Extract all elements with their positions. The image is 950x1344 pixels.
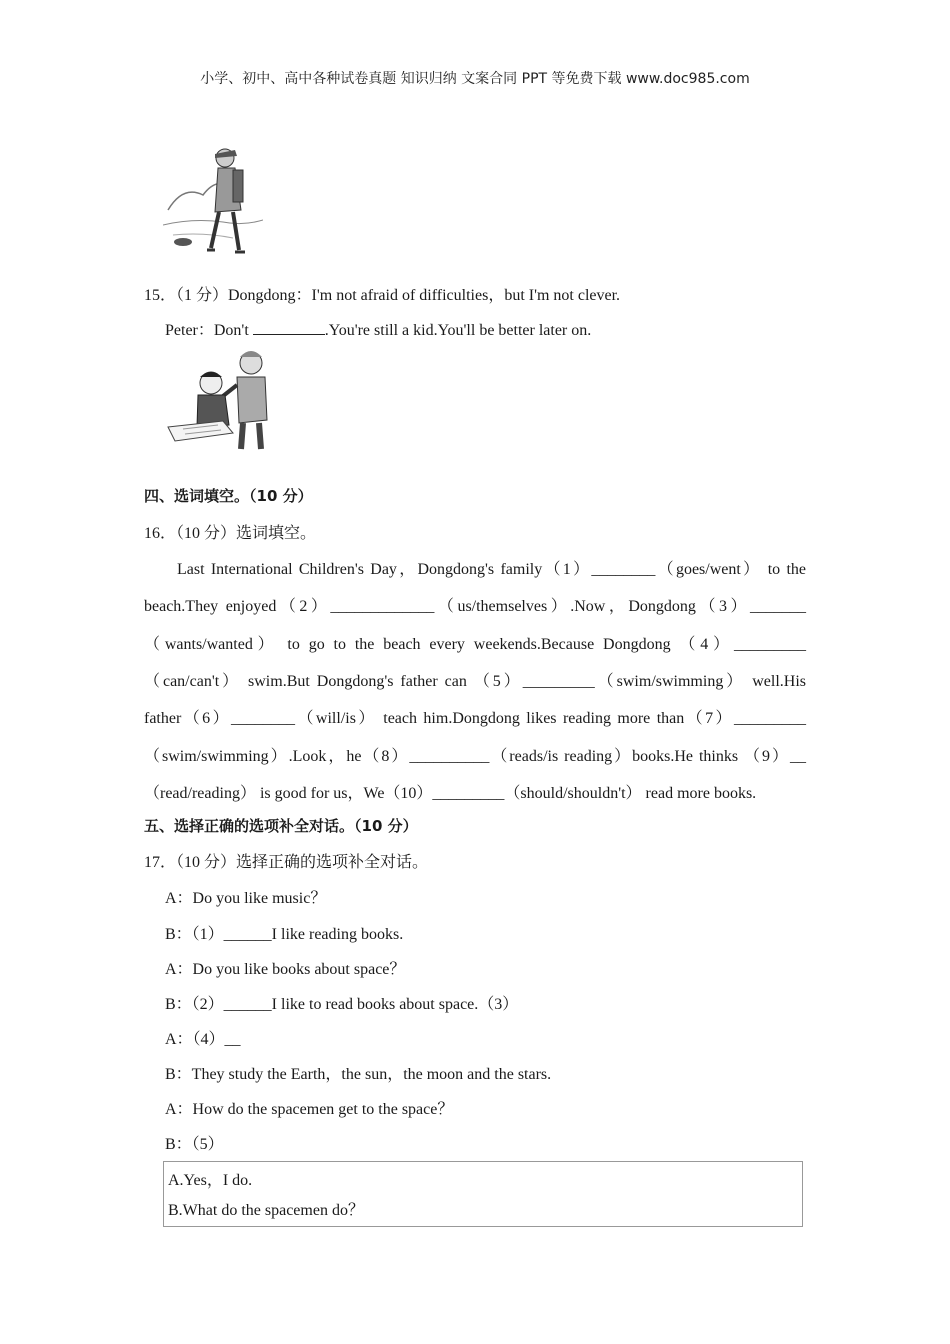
page-header: 小学、初中、高中各种试卷真题 知识归纳 文案合同 PPT 等免费下载 www.doc985.com bbox=[200, 71, 750, 87]
dialogue-line: B：（2）______I like to read books about space.（3） bbox=[165, 996, 519, 1013]
dialogue-line: A：Do you like books about space？ bbox=[165, 961, 406, 978]
q15-line2-post: .You're still a kid.You'll be better later on. bbox=[324, 322, 592, 339]
section5-title: 五、选择正确的选项补全对话。（10 分） bbox=[144, 817, 418, 835]
dialogue-line: A：（4）__ bbox=[165, 1031, 241, 1048]
option-a: A.Yes，I do. bbox=[168, 1172, 253, 1189]
dialogue-line: A：Do you like music？ bbox=[165, 890, 327, 907]
q16-line-7: （read/reading） is good for us，We（10）_________（should/shouldn't） read more books. bbox=[144, 785, 757, 802]
option-b: B.What do the spacemen do？ bbox=[168, 1202, 364, 1219]
q15-line2 bbox=[165, 317, 591, 340]
q15-line1: 15．（1 分）Dongdong：I'm not afraid of difficulties，but I'm not clever. bbox=[144, 287, 621, 304]
boy-reading-with-father-illustration bbox=[163, 345, 278, 453]
q15-line2-pre: Peter：Don't bbox=[165, 322, 253, 339]
boy-walking-illustration bbox=[163, 140, 263, 260]
q16-line-1: Last International Children's Day，Dongdong's family（1）________（goes/went） to the bbox=[177, 561, 806, 578]
q15-answer-blank[interactable] bbox=[253, 320, 325, 335]
q16-line-6: （swim/swimming）.Look，he（8）__________（reads/is reading）books.He thinks （9）__ bbox=[144, 748, 806, 765]
dialogue-line: B：（5） bbox=[165, 1136, 224, 1153]
dialogue-line: A：How do the spacemen get to the space？ bbox=[165, 1101, 454, 1118]
options-box bbox=[163, 1161, 803, 1227]
q16-line-2: beach.They enjoyed（2）_____________（us/themselves）.Now，Dongdong（3）_______ bbox=[144, 598, 806, 615]
dialogue-line: B：（1）______I like reading books. bbox=[165, 926, 404, 943]
q16-line-3: （wants/wanted） to go to the beach every weekends.Because Dongdong （4）_________ bbox=[144, 636, 806, 653]
q16-line-4: （can/can't） swim.But Dongdong's father can （5）_________（swim/swimming） well.His bbox=[144, 673, 806, 690]
q16-title: 16．（10 分）选词填空。 bbox=[144, 525, 317, 542]
dialogue-line: B：They study the Earth，the sun，the moon and the stars. bbox=[165, 1066, 552, 1083]
q16-line-5: father（6）________（will/is） teach him.Dongdong likes reading more than（7）_________ bbox=[144, 710, 806, 727]
section4-title: 四、选词填空。（10 分） bbox=[144, 487, 313, 505]
q17-title: 17．（10 分）选择正确的选项补全对话。 bbox=[144, 854, 429, 871]
